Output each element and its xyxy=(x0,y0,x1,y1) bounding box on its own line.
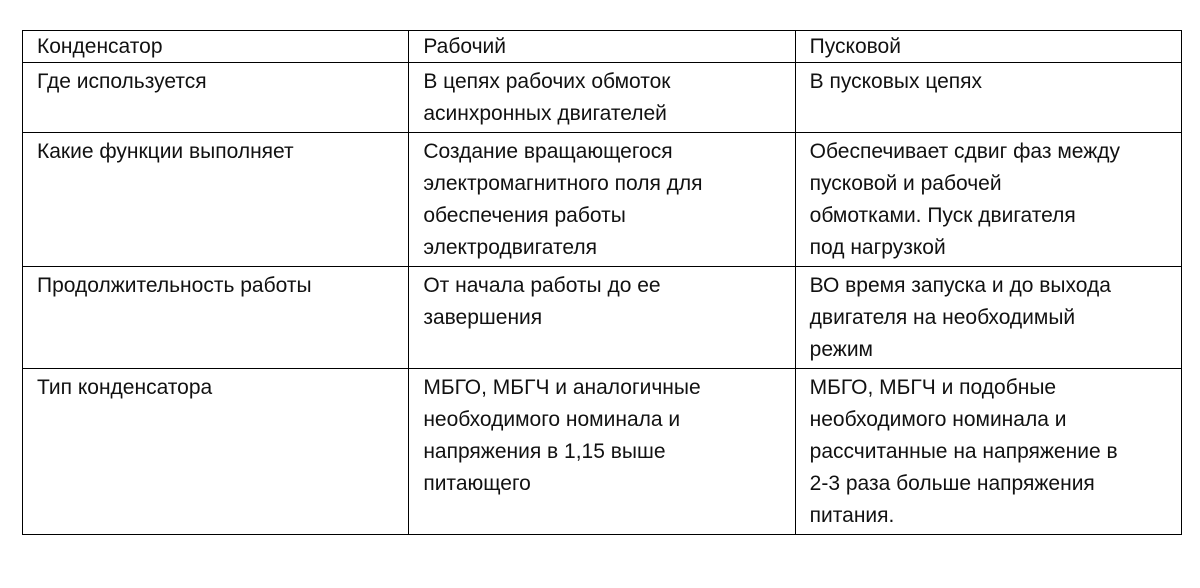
cell-line: под нагрузкой xyxy=(809,236,946,259)
cell-line: питания. xyxy=(809,504,895,527)
cell-line: двигателя на необходимый xyxy=(809,306,1076,329)
header-starting: Пусковой xyxy=(795,31,1181,63)
cell-line: От начала работы до ее xyxy=(423,274,661,297)
cell-line: обмотками. Пуск двигателя xyxy=(809,204,1076,227)
capacitor-comparison-table xyxy=(22,30,1182,535)
working-cell xyxy=(409,133,795,267)
cell-line: электродвигателя xyxy=(423,236,597,259)
cell-line: МБГО, МБГЧ и аналогичные xyxy=(423,376,701,399)
cell-line: электромагнитного поля для xyxy=(423,172,703,195)
cell-line: Обеспечивает сдвиг фаз между xyxy=(809,140,1121,163)
cell-line: МБГО, МБГЧ и подобные xyxy=(809,376,1057,399)
cell-line: необходимого номинала и xyxy=(423,408,681,431)
starting-cell xyxy=(795,369,1181,535)
cell-line: необходимого номинала и xyxy=(809,408,1067,431)
cell-line: питающего xyxy=(423,472,531,495)
starting-cell xyxy=(795,267,1181,369)
row-label: Продолжительность работы xyxy=(23,267,409,369)
header-working: Рабочий xyxy=(409,31,795,63)
table-row xyxy=(23,133,1182,267)
row-label: Какие функции выполняет xyxy=(23,133,409,267)
cell-line: ВО время запуска и до выхода xyxy=(809,274,1111,297)
table-header-row xyxy=(23,31,1182,63)
row-label: Где используется xyxy=(23,63,409,133)
cell-line: режим xyxy=(809,338,873,361)
row-label: Тип конденсатора xyxy=(23,369,409,535)
table-row xyxy=(23,369,1182,535)
header-capacitor: Конденсатор xyxy=(23,31,409,63)
cell-line: пусковой и рабочей xyxy=(809,172,1002,195)
cell-line: асинхронных двигателей xyxy=(423,102,667,125)
cell-line: Создание вращающегося xyxy=(423,140,673,163)
working-cell xyxy=(409,369,795,535)
cell-line: обеспечения работы xyxy=(423,204,626,227)
cell-line: В пусковых цепях xyxy=(809,70,983,93)
starting-cell xyxy=(795,133,1181,267)
working-cell xyxy=(409,63,795,133)
cell-line: рассчитанные на напряжение в xyxy=(809,440,1118,463)
cell-line: завершения xyxy=(423,306,543,329)
comparison-table-wrapper xyxy=(22,30,1182,535)
cell-line: В цепях рабочих обмоток xyxy=(423,70,671,93)
starting-cell xyxy=(795,63,1181,133)
working-cell xyxy=(409,267,795,369)
table-row xyxy=(23,267,1182,369)
cell-line: напряжения в 1,15 выше xyxy=(423,440,666,463)
cell-line: 2-3 раза больше напряжения xyxy=(809,472,1095,495)
table-row xyxy=(23,63,1182,133)
